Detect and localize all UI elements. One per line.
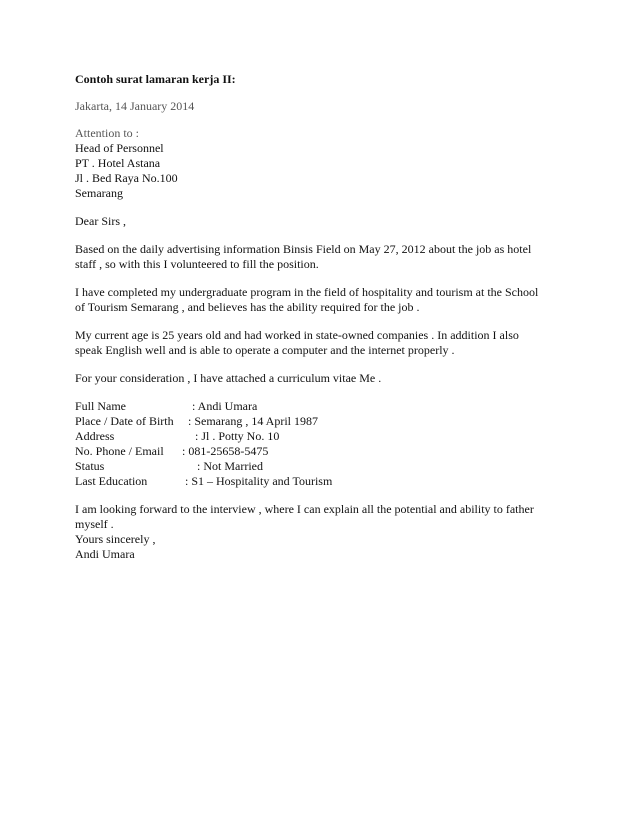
paragraph-line: speak English well and is able to operate a computer and the internet properly . (75, 343, 455, 357)
detail-value: : Semarang , 14 April 1987 (188, 414, 318, 428)
detail-row-phone (75, 444, 575, 459)
detail-label: No. Phone / Email (75, 444, 164, 458)
body-paragraph-2 (75, 285, 575, 315)
recipient-line: PT . Hotel Astana (75, 156, 161, 170)
signature-name: Andi Umara (75, 547, 135, 561)
detail-value: : Not Married (197, 459, 263, 473)
detail-label: Status (75, 459, 105, 473)
paragraph-line: of Tourism Semarang , and believes has the ability required for the job . (75, 300, 420, 314)
paragraph-line: I am looking forward to the interview , where I can explain all the potential and ability to father (75, 502, 534, 516)
detail-label: Full Name (75, 399, 126, 413)
letter-date: Jakarta, 14 January 2014 (75, 99, 195, 113)
recipient-block (75, 141, 575, 201)
detail-row-status (75, 459, 575, 474)
detail-label: Place / Date of Birth (75, 414, 174, 428)
detail-row-address (75, 429, 575, 444)
body-paragraph-3 (75, 328, 575, 358)
recipient-line: Semarang (75, 186, 123, 200)
detail-row-education (75, 474, 575, 489)
paragraph-line: staff , so with this I volunteered to fill the position. (75, 257, 319, 271)
detail-label: Last Education (75, 474, 148, 488)
detail-label: Address (75, 429, 115, 443)
detail-value: : S1 – Hospitality and Tourism (185, 474, 333, 488)
recipient-line: Jl . Bed Raya No.100 (75, 171, 178, 185)
applicant-details (75, 399, 575, 489)
salutation: Dear Sirs , (75, 214, 126, 228)
paragraph-line: I have completed my undergraduate program in the field of hospitality and tourism at the School (75, 285, 539, 299)
detail-value: : Andi Umara (192, 399, 258, 413)
closing-paragraph (75, 502, 575, 532)
letter-page (75, 72, 575, 562)
attention-label: Attention to : (75, 126, 139, 140)
paragraph-line: Based on the daily advertising information Binsis Field on May 27, 2012 about the job as hotel (75, 242, 532, 256)
detail-row-birth (75, 414, 575, 429)
paragraph-line: For your consideration , I have attached a curriculum vitae Me . (75, 371, 382, 385)
letter-title: Contoh surat lamaran kerja II: (75, 72, 236, 86)
recipient-line: Head of Personnel (75, 141, 164, 155)
signoff: Yours sincerely , (75, 532, 156, 546)
paragraph-line: My current age is 25 years old and had worked in state-owned companies . In addition I also (75, 328, 519, 342)
paragraph-line: myself . (75, 517, 114, 531)
body-paragraph-1 (75, 242, 575, 272)
detail-value: : Jl . Potty No. 10 (195, 429, 280, 443)
detail-row-full-name (75, 399, 575, 414)
body-paragraph-4 (75, 371, 575, 386)
detail-value: : 081-25658-5475 (182, 444, 269, 458)
